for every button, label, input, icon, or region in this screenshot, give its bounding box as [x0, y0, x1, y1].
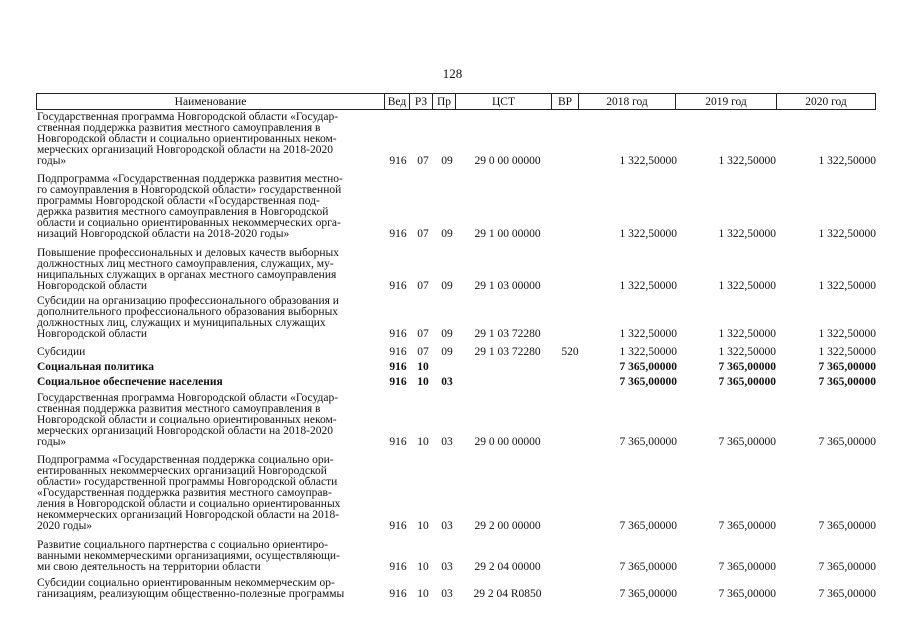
row-name-line: годы» [37, 436, 67, 448]
row-name-line: низаций Новгородской области на 2018-2020 годы» [37, 228, 290, 240]
cell-2019: 7 365,00000 [718, 436, 776, 448]
cell-2018: 7 365,00000 [619, 436, 677, 448]
cell-2019: 7 365,00000 [718, 376, 776, 388]
cell-ved: 916 [389, 328, 407, 340]
cell-rz: 10 [417, 561, 429, 573]
row-name-line: ганизациям, реализующим общественно-полезные программы [37, 588, 345, 600]
row-name [37, 377, 382, 388]
row-name [37, 174, 382, 240]
table-header [36, 93, 876, 110]
header-rz: РЗ [410, 94, 433, 110]
table-row [0, 455, 905, 532]
cell-2018: 1 322,50000 [619, 346, 677, 358]
row-name-line: годы» [37, 155, 67, 167]
cell-cst: 29 1 03 72280 [474, 328, 541, 340]
row-name-line: Социальное обеспечение населения [37, 376, 223, 388]
row-name-line: Государственная программа Новгородской области «Государ- [37, 392, 339, 404]
header-cst: ЦСТ [456, 94, 552, 110]
cell-rz: 10 [417, 361, 429, 373]
cell-cst: 29 0 00 00000 [474, 155, 541, 167]
row-name-line: мерческих организаций Новгородской области на 2018-2020 [37, 425, 333, 437]
cell-ved: 916 [389, 376, 407, 388]
row-name-line: Новгородской области и социально ориентированных неком- [37, 133, 337, 145]
cell-ved: 916 [389, 436, 407, 448]
table-row [0, 362, 905, 373]
cell-cst: 29 0 00 00000 [474, 436, 541, 448]
row-name-line: 2020 годы» [37, 520, 93, 532]
cell-2018: 7 365,00000 [619, 588, 677, 600]
row-name-line: Субсидии на организацию профессионального образования и [37, 295, 339, 307]
cell-2019: 1 322,50000 [718, 328, 776, 340]
cell-2018: 1 322,50000 [619, 155, 677, 167]
header-2019: 2019 год [676, 94, 777, 110]
table-row [0, 174, 905, 240]
row-name-line: го самоуправления в Новгородской области» государственной [37, 184, 342, 196]
cell-pr: 09 [441, 155, 453, 167]
row-name-line: мерческих организаций Новгородской области на 2018-2020 [37, 144, 333, 156]
cell-rz: 07 [417, 346, 429, 358]
row-name-line: держка развития местного самоуправления в Новгородской [37, 206, 329, 218]
row-name-line: Субсидии социально ориентированным некоммерческим ор- [37, 577, 335, 589]
cell-rz: 07 [417, 280, 429, 292]
cell-ved: 916 [389, 561, 407, 573]
cell-ved: 916 [389, 520, 407, 532]
cell-ved: 916 [389, 361, 407, 373]
cell-2019: 7 365,00000 [718, 561, 776, 573]
cell-ved: 916 [389, 346, 407, 358]
row-name-line: Новгородской области [37, 280, 148, 292]
header-2018: 2018 год [579, 94, 676, 110]
header-ved: Вед [385, 94, 410, 110]
row-name [37, 112, 382, 167]
cell-2019: 1 322,50000 [718, 228, 776, 240]
cell-rz: 07 [417, 328, 429, 340]
cell-cst: 29 1 03 72280 [474, 346, 541, 358]
cell-rz: 07 [417, 155, 429, 167]
cell-rz: 10 [417, 436, 429, 448]
cell-cst: 29 2 04 R0850 [473, 588, 542, 600]
cell-cst: 29 2 00 00000 [474, 520, 541, 532]
row-name-line: Подпрограмма «Государственная поддержка социально ори- [37, 454, 334, 466]
row-name-line: Подпрограмма «Государственная поддержка развития местно- [37, 173, 343, 185]
row-name [37, 296, 382, 340]
cell-2018: 7 365,00000 [619, 376, 677, 388]
row-name-line: области» государственной программы Новгородской области [37, 476, 338, 488]
cell-cst: 29 1 03 00000 [474, 280, 541, 292]
cell-2019: 1 322,50000 [718, 346, 776, 358]
cell-pr: 03 [441, 561, 453, 573]
cell-2020: 7 365,00000 [818, 376, 876, 388]
table-row [0, 393, 905, 448]
table-row [0, 347, 905, 358]
cell-2019: 1 322,50000 [718, 155, 776, 167]
row-name [37, 578, 382, 600]
table-row [0, 112, 905, 167]
cell-ved: 916 [389, 280, 407, 292]
row-name-line: ми свою деятельность на территории области [37, 561, 261, 573]
cell-2020: 7 365,00000 [818, 520, 876, 532]
row-name-line: ственная поддержка развития местного самоуправления в [37, 122, 321, 134]
cell-ved: 916 [389, 228, 407, 240]
table-row [0, 248, 905, 292]
cell-2018: 7 365,00000 [619, 561, 677, 573]
row-name-line: некоммерческих организаций Новгородской области на 2018- [37, 509, 340, 521]
table-row [0, 540, 905, 573]
cell-2018: 1 322,50000 [619, 280, 677, 292]
row-name [37, 393, 382, 448]
cell-cst: 29 2 04 00000 [474, 561, 541, 573]
cell-2020: 7 365,00000 [818, 361, 876, 373]
table-row [0, 377, 905, 388]
cell-cst: 29 1 00 00000 [474, 228, 541, 240]
row-name-line: Новгородской области [37, 328, 148, 340]
row-name-line: Повышение профессиональных и деловых качеств выборных [37, 247, 339, 259]
row-name [37, 540, 382, 573]
cell-pr: 09 [441, 346, 453, 358]
row-name-line: ления в Новгородской области и социально ориентированных [37, 498, 341, 510]
row-name-line: Субсидии [37, 346, 86, 358]
cell-ved: 916 [389, 155, 407, 167]
cell-rz: 10 [417, 588, 429, 600]
cell-2019: 7 365,00000 [718, 361, 776, 373]
cell-2020: 1 322,50000 [818, 228, 876, 240]
cell-2020: 1 322,50000 [818, 280, 876, 292]
row-name-line: должностных лиц, служащих и муниципальных служащих [37, 317, 326, 329]
header-name: Наименование [37, 94, 385, 110]
cell-rz: 07 [417, 228, 429, 240]
row-name-line: Социальная политика [37, 361, 154, 373]
header-pr: Пр [433, 94, 456, 110]
row-name-line: ванными некоммерческими организациями, осуществляющи- [37, 550, 340, 562]
cell-pr: 03 [441, 588, 453, 600]
cell-2018: 1 322,50000 [619, 328, 677, 340]
cell-2020: 1 322,50000 [818, 155, 876, 167]
row-name [37, 362, 382, 373]
row-name [37, 248, 382, 292]
row-name-line: Развитие социального партнерства с социально ориентиро- [37, 539, 328, 551]
cell-2018: 1 322,50000 [619, 228, 677, 240]
row-name [37, 347, 382, 358]
row-name-line: области и социально ориентированных некоммерческих орга- [37, 217, 341, 229]
cell-2019: 7 365,00000 [718, 520, 776, 532]
row-name-line: Новгородской области и социально ориентированных неком- [37, 414, 337, 426]
cell-rz: 10 [417, 520, 429, 532]
cell-pr: 09 [441, 328, 453, 340]
cell-pr: 09 [441, 280, 453, 292]
cell-pr: 03 [441, 436, 453, 448]
cell-2018: 7 365,00000 [619, 361, 677, 373]
cell-pr: 09 [441, 228, 453, 240]
cell-2019: 7 365,00000 [718, 588, 776, 600]
row-name-line: должностных лиц местного самоуправления, служащих, му- [37, 258, 334, 270]
cell-pr: 03 [441, 520, 453, 532]
cell-2020: 1 322,50000 [818, 328, 876, 340]
cell-2020: 1 322,50000 [818, 346, 876, 358]
cell-2020: 7 365,00000 [818, 561, 876, 573]
cell-pr: 03 [441, 376, 453, 388]
cell-ved: 916 [389, 588, 407, 600]
row-name-line: «Государственная поддержка развития местного самоуправ- [37, 487, 332, 499]
cell-2020: 7 365,00000 [818, 436, 876, 448]
header-vr: ВР [552, 94, 579, 110]
table-row [0, 578, 905, 600]
cell-2018: 7 365,00000 [619, 520, 677, 532]
cell-2020: 7 365,00000 [818, 588, 876, 600]
header-2020: 2020 год [777, 94, 876, 110]
row-name-line: ственная поддержка развития местного самоуправления в [37, 403, 321, 415]
row-name-line: дополнительного профессионального образования выборных [37, 306, 339, 318]
page-number: 128 [442, 66, 463, 81]
row-name-line: Государственная программа Новгородской области «Государ- [37, 111, 339, 123]
row-name-line: ентированных некоммерческих организаций Новгородской [37, 465, 327, 477]
cell-vr: 520 [561, 346, 579, 358]
row-name-line: ниципальных служащих в органах местного самоуправления [37, 269, 337, 281]
row-name-line: программы Новгородской области «Государственная под- [37, 195, 320, 207]
row-name [37, 455, 382, 532]
cell-2019: 1 322,50000 [718, 280, 776, 292]
cell-rz: 10 [417, 376, 429, 388]
table-row [0, 296, 905, 340]
